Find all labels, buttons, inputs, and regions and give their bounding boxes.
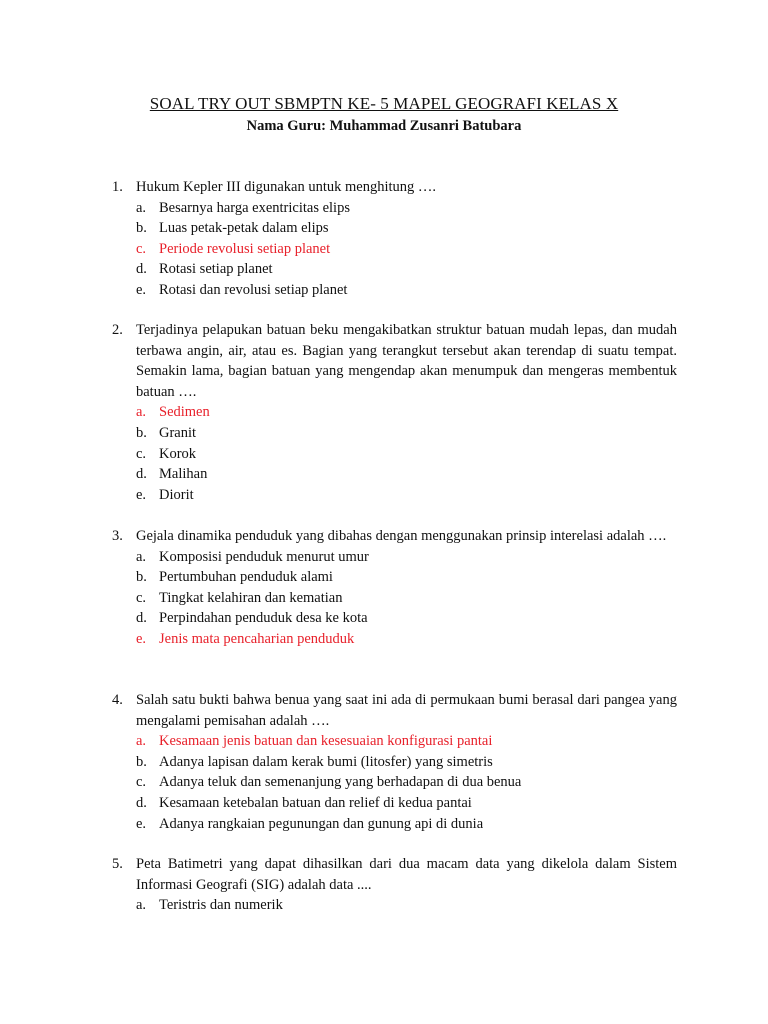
question-number: 5. — [112, 856, 123, 872]
option-b — [136, 423, 677, 444]
option-d — [136, 464, 677, 485]
option-text: Malihan — [159, 466, 208, 483]
option-letter: b. — [136, 424, 147, 441]
option-text: Pertumbuhan penduduk alami — [159, 569, 333, 586]
question-number: 1. — [112, 179, 123, 195]
option-text: Granit — [159, 424, 197, 441]
option-c — [136, 239, 677, 260]
question-text: Gejala dinamika penduduk yang dibahas dengan menggunakan prinsip interelasi adalah …. — [136, 528, 667, 544]
option-letter: d. — [136, 466, 147, 483]
option-a — [136, 547, 677, 568]
option-letter: e. — [136, 815, 147, 832]
option-text: Kesamaan jenis batuan dan kesesuaian konfigurasi pantai — [159, 733, 493, 750]
option-e — [136, 629, 677, 650]
option-letter: c. — [136, 240, 147, 257]
option-letter: e. — [136, 281, 147, 298]
question-4 — [112, 690, 677, 834]
question-5 — [112, 854, 677, 916]
options-list — [136, 402, 677, 505]
option-letter: e. — [136, 486, 147, 503]
option-letter: a. — [136, 733, 147, 750]
options-list — [136, 895, 677, 916]
option-b — [136, 752, 677, 773]
question-text: Terjadinya pelapukan batuan beku mengakibatkan struktur batuan mudah lepas, dan mudah terbawa angin, air, atau es. Bagian yang terangkut tersebut akan terendap di suatu tempat. Semakin lama, bagian batuan yang mengendap akan menumpuk dan mengeras membentuk batuan …. — [136, 322, 677, 400]
option-c — [136, 772, 677, 793]
option-a — [136, 198, 677, 219]
option-letter: b. — [136, 569, 147, 586]
option-text: Adanya teluk dan semenanjung yang berhadapan di dua benua — [159, 774, 522, 791]
question-number: 4. — [112, 692, 123, 708]
option-text: Besarnya harga exentricitas elips — [159, 199, 350, 216]
option-text: Periode revolusi setiap planet — [159, 240, 331, 257]
option-text: Tingkat kelahiran dan kematian — [159, 589, 343, 606]
option-letter: c. — [136, 589, 147, 606]
option-text: Teristris dan numerik — [159, 897, 283, 914]
option-text: Perpindahan penduduk desa ke kota — [159, 610, 368, 627]
option-letter: a. — [136, 404, 147, 421]
teacher-name: Nama Guru: Muhammad Zusanri Batubara — [246, 118, 522, 134]
option-letter: a. — [136, 199, 147, 216]
option-a — [136, 731, 677, 752]
option-text: Komposisi penduduk menurut umur — [159, 548, 369, 565]
option-d — [136, 608, 677, 629]
question-text: Hukum Kepler III digunakan untuk menghitung …. — [136, 179, 437, 195]
option-text: Jenis mata pencaharian penduduk — [159, 630, 355, 647]
question-2 — [112, 320, 677, 505]
option-letter: b. — [136, 753, 147, 770]
option-e — [136, 814, 677, 835]
option-text: Adanya lapisan dalam kerak bumi (litosfer) yang simetris — [159, 753, 493, 770]
option-letter: e. — [136, 630, 147, 647]
option-text: Rotasi dan revolusi setiap planet — [159, 281, 348, 298]
option-letter: c. — [136, 445, 147, 462]
question-text: Salah satu bukti bahwa benua yang saat ini ada di permukaan bumi berasal dari pangea yang mengalami pemisahan adalah …. — [136, 692, 677, 729]
option-d — [136, 259, 677, 280]
option-a — [136, 895, 677, 916]
options-list — [136, 198, 677, 301]
option-text: Adanya rangkaian pegunungan dan gunung api di dunia — [159, 815, 484, 832]
option-letter: d. — [136, 610, 147, 627]
question-number: 3. — [112, 528, 123, 544]
option-text: Korok — [159, 445, 197, 462]
document-title: SOAL TRY OUT SBMPTN KE- 5 MAPEL GEOGRAFI KELAS X — [149, 94, 619, 113]
options-list — [136, 547, 677, 650]
options-list — [136, 731, 677, 834]
option-text: Kesamaan ketebalan batuan dan relief di kedua pantai — [159, 794, 472, 811]
option-text: Rotasi setiap planet — [159, 261, 273, 278]
option-e — [136, 485, 677, 506]
option-letter: d. — [136, 261, 147, 278]
option-letter: c. — [136, 774, 147, 791]
option-e — [136, 280, 677, 301]
option-text: Sedimen — [159, 404, 210, 421]
option-b — [136, 218, 677, 239]
question-text: Peta Batimetri yang dapat dihasilkan dari dua macam data yang dikelola dalam Sistem Informasi Geografi (SIG) adalah data .... — [136, 856, 677, 893]
option-letter: a. — [136, 897, 147, 914]
question-number: 2. — [112, 322, 123, 338]
option-c — [136, 444, 677, 465]
option-b — [136, 567, 677, 588]
option-d — [136, 793, 677, 814]
option-letter: d. — [136, 794, 147, 811]
option-a — [136, 402, 677, 423]
option-letter: b. — [136, 220, 147, 237]
option-c — [136, 588, 677, 609]
option-text: Diorit — [159, 486, 194, 503]
option-letter: a. — [136, 548, 147, 565]
option-text: Luas petak-petak dalam elips — [159, 220, 329, 237]
question-3 — [112, 526, 677, 650]
question-1 — [112, 177, 677, 301]
